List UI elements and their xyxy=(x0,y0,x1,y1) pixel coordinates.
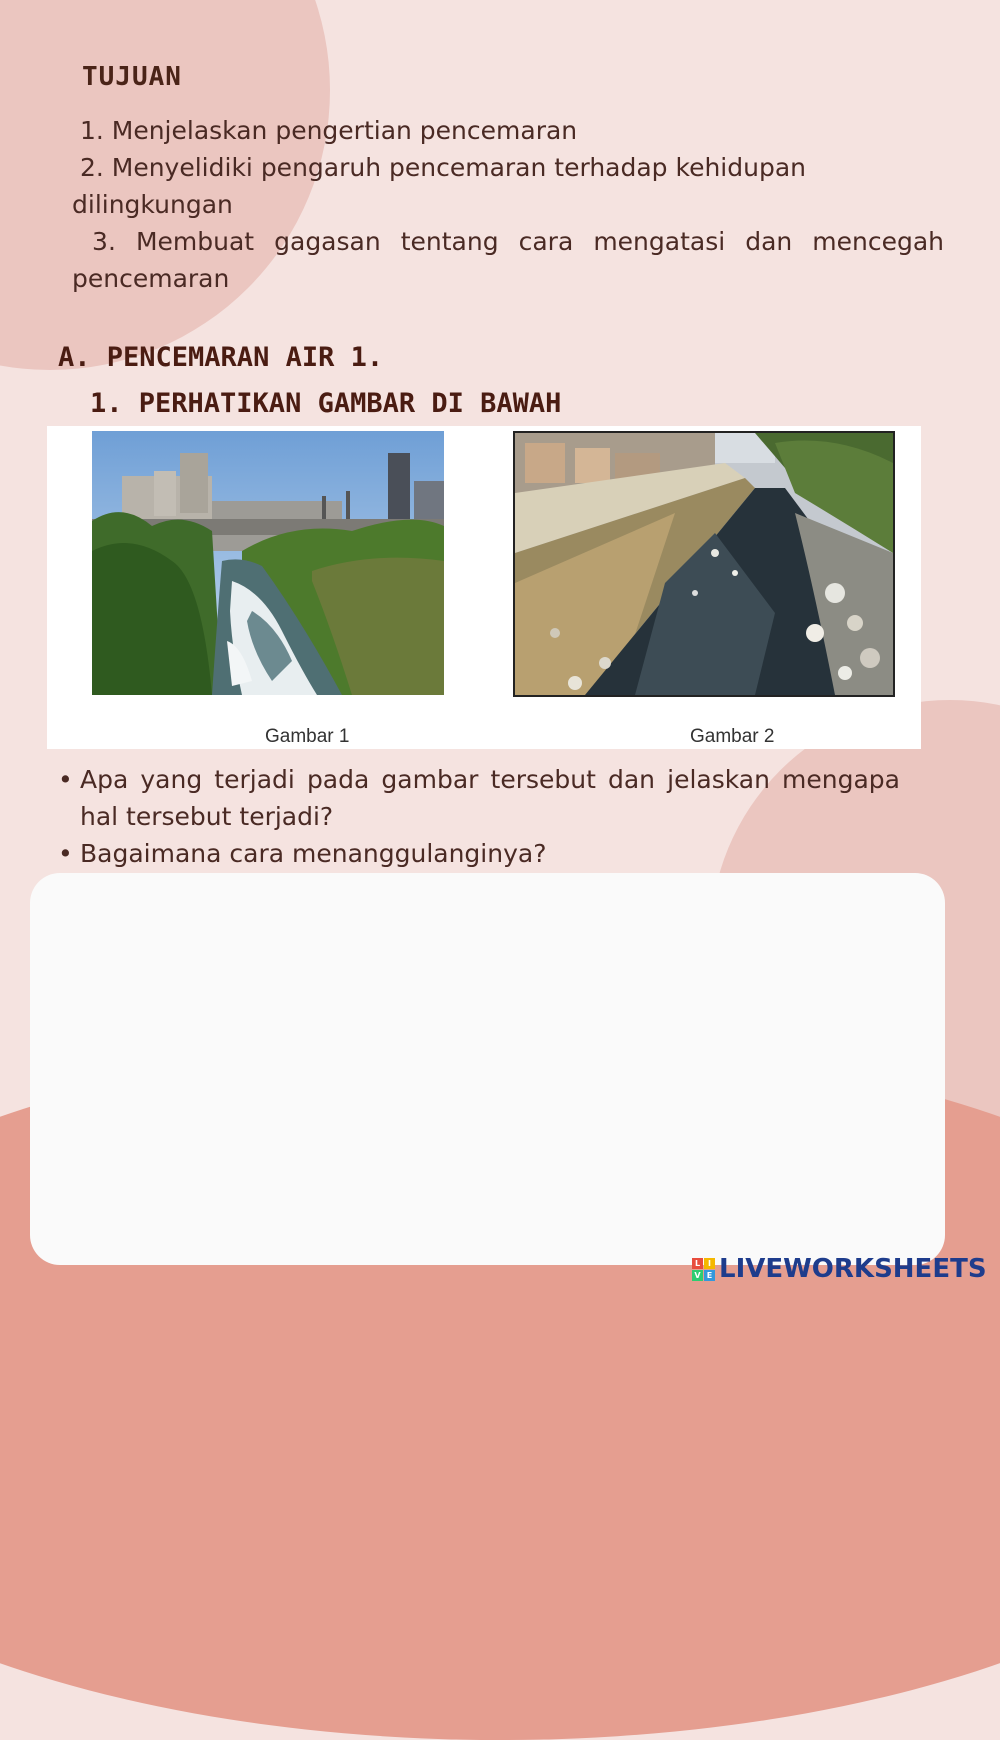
questions-list xyxy=(58,761,900,872)
tujuan-heading: TUJUAN xyxy=(82,62,182,92)
goal-item: 3. Membuat gagasan tentang cara mengatasi dan mencegah pencemaran xyxy=(72,227,945,293)
answer-text-area[interactable] xyxy=(30,873,945,1265)
polluted-river-foam-photo xyxy=(92,431,444,695)
goal-item: 1. Menjelaskan pengertian pencemaran xyxy=(79,116,578,145)
goal-item: 2. Menyelidiki pengaruh pencemaran terhadap kehidupan dilingkungan xyxy=(72,153,806,219)
logo-text: LIVEWORKSHEETS xyxy=(719,1254,987,1284)
question-item: • Bagaimana cara menanggulanginya? xyxy=(58,835,900,872)
image-caption-1: Gambar 1 xyxy=(265,726,350,747)
images-panel xyxy=(47,426,921,749)
polluted-canal-trash-photo xyxy=(513,431,895,697)
logo-mark-icon: L I V E xyxy=(692,1258,715,1281)
image-caption-2: Gambar 2 xyxy=(690,726,775,747)
question-item: • Apa yang terjadi pada gambar tersebut dan jelaskan mengapa hal tersebut terjadi? xyxy=(58,761,900,835)
liveworksheets-logo xyxy=(692,1254,987,1284)
section-heading: A. PENCEMARAN AIR 1. xyxy=(58,342,384,373)
bullet-icon: • xyxy=(58,765,73,794)
goals-list xyxy=(72,112,944,297)
bullet-icon: • xyxy=(58,839,73,868)
section-subheading: 1. PERHATIKAN GAMBAR DI BAWAH xyxy=(90,388,562,419)
